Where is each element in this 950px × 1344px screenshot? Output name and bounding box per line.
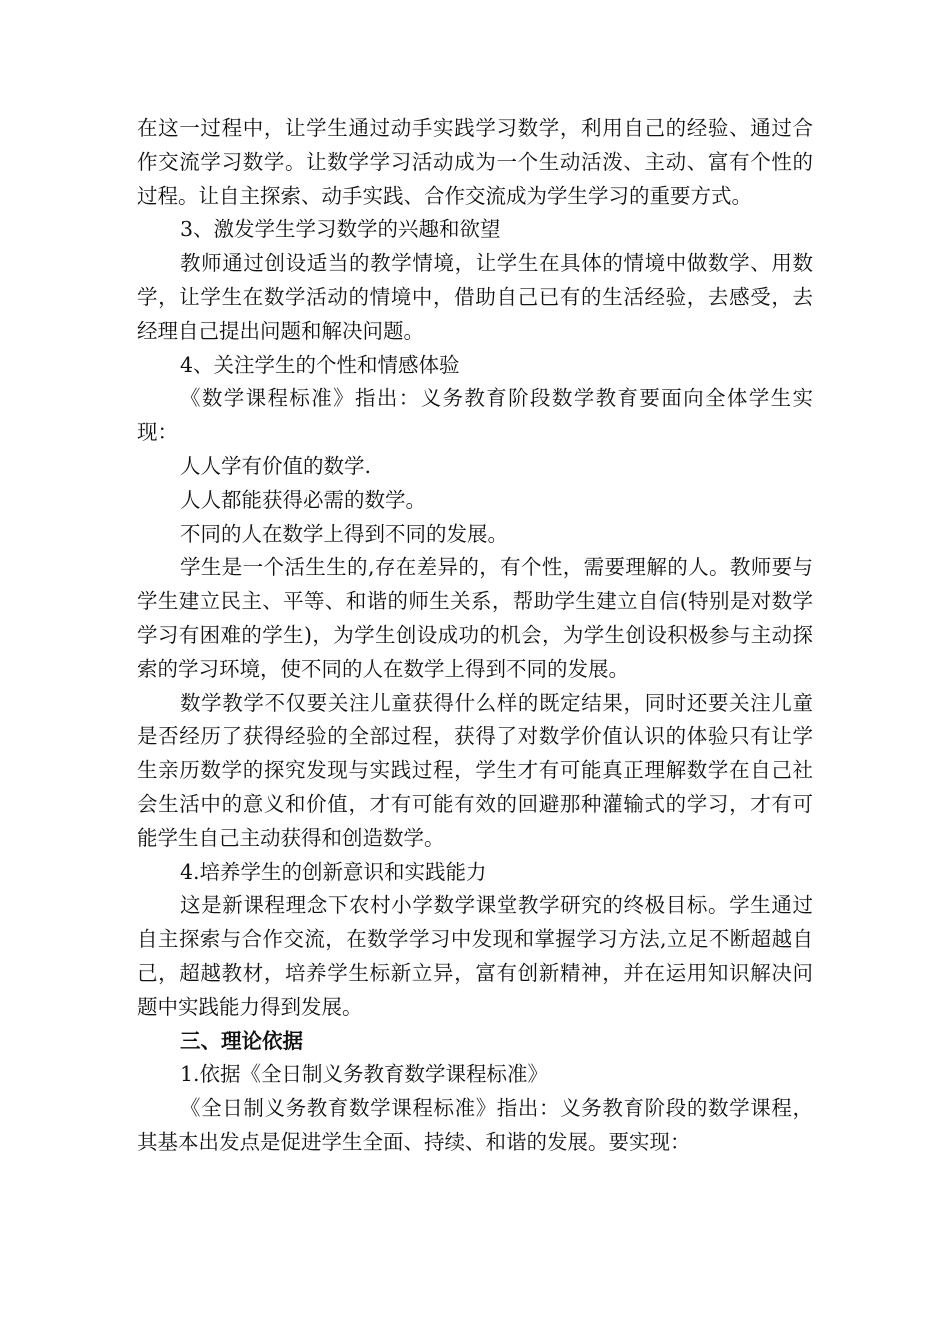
- paragraph-curriculum-standard: 《数学课程标准》指出：义务教育阶段数学教育要面向全体学生实现：: [137, 386, 813, 445]
- paragraph-curriculum-quote: 《全日制义务教育数学课程标准》指出：义务教育阶段的数学课程，其基本出发点是促进学生全面、持续、和谐的发展。要实现：: [137, 1096, 813, 1154]
- paragraph-math-teaching-process: 数学教学不仅要关注儿童获得什么样的既定结果，同时还要关注儿童是否经历了获得经验的全部过程，获得了对数学价值认识的体验只有让学生亲历数学的探究发现与实践过程，学生才有可能真正理解数学在自己社会生活中的意义和价值，才有可能有效的回避那种灌输式的学习，才有可能学生自己主动获得和创造数学。: [137, 690, 813, 850]
- document-page: [137, 112, 813, 1160]
- paragraph-ultimate-goal: 这是新课程理念下农村小学数学课堂教学研究的终极目标。学生通过自主探索与合作交流，在数学学习中发现和掌握学习方法,立足不断超越自己，超越教材，培养学生标新立异，富有创新精神，并在运用知识解决问题中实践能力得到发展。: [137, 893, 813, 1019]
- section-heading-personality: 4、关注学生的个性和情感体验: [180, 352, 460, 377]
- paragraph-students-individuals: 学生是一个活生生的,存在差异的，有个性，需要理解的人。教师要与学生建立民主、平等、和谐的师生关系，帮助学生建立自信(特别是对数学学习有困难的学生)，为学生创设成功的机会，为学生创设积极参与主动探索的学习环境，使不同的人在数学上得到不同的发展。: [137, 555, 813, 681]
- section-heading-interest: 3、激发学生学习数学的兴趣和欲望: [180, 217, 501, 242]
- list-item-necessary-math: 人人都能获得必需的数学。: [180, 487, 426, 512]
- section-heading-theory-basis: 三、理论依据: [180, 1028, 303, 1053]
- paragraph-process-description: 在这一过程中，让学生通过动手实践学习数学，利用自己的经验、通过合作交流学习数学。让数学学习活动成为一个生动活泼、主动、富有个性的过程。让自主探索、动手实践、合作交流成为学生学习的重要方式。: [137, 116, 813, 208]
- subheading-curriculum-basis: 1.依据《全日制义务教育数学课程标准》: [180, 1062, 549, 1087]
- section-heading-innovation: 4.培养学生的创新意识和实践能力: [180, 859, 487, 884]
- list-item-different-development: 不同的人在数学上得到不同的发展。: [180, 521, 508, 546]
- paragraph-teaching-situation: 教师通过创设适当的教学情境，让学生在具体的情境中做数学、用数学，让学生在数学活动的情境中，借助自己已有的生活经验，去感受，去经理自己提出问题和解决问题。: [137, 251, 813, 343]
- list-item-valuable-math: 人人学有价值的数学.: [180, 453, 372, 478]
